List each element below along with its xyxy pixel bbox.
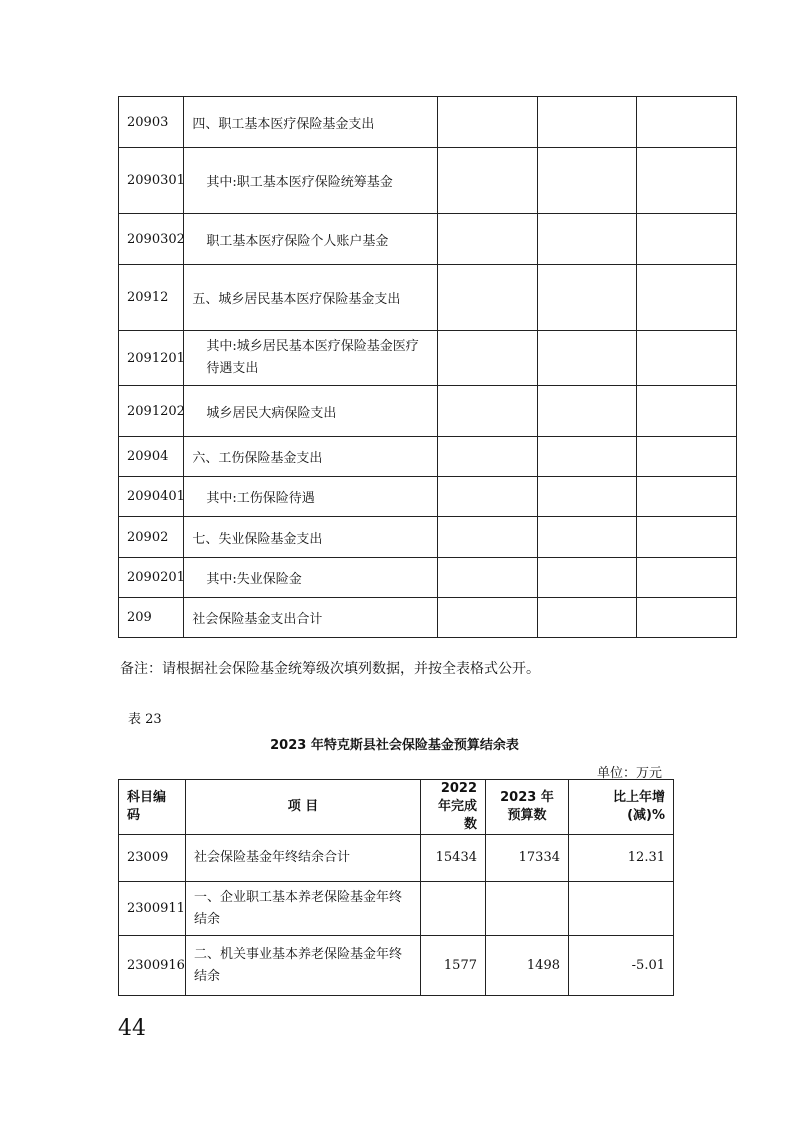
table-title: 2023 年特克斯县社会保险基金预算结余表 <box>270 738 519 753</box>
item-cell: 其中:城乡居民基本医疗保险基金医疗待遇支出 <box>184 331 438 386</box>
item-cell: 其中:工伤保险待遇 <box>184 477 438 517</box>
empty-cell <box>438 331 538 386</box>
empty-cell <box>537 598 637 638</box>
item-cell: 二、机关事业基本养老保险基金年终结余 <box>186 936 421 996</box>
table-row <box>119 214 737 265</box>
value-2022: 15434 <box>421 835 486 882</box>
item-cell: 四、职工基本医疗保险基金支出 <box>184 97 438 148</box>
item-cell: 其中:职工基本医疗保险统筹基金 <box>184 148 438 214</box>
empty-cell <box>637 598 737 638</box>
item-cell: 六、工伤保险基金支出 <box>184 437 438 477</box>
code-cell: 23009 <box>119 835 186 882</box>
item-cell: 一、企业职工基本养老保险基金年终结余 <box>186 882 421 936</box>
empty-cell <box>438 214 538 265</box>
code-cell: 209 <box>119 598 184 638</box>
empty-cell <box>438 598 538 638</box>
empty-cell <box>637 214 737 265</box>
table-row <box>119 265 737 331</box>
item-cell: 社会保险基金支出合计 <box>184 598 438 638</box>
header-2022: 2022 年完成数 <box>421 780 486 835</box>
empty-cell <box>438 97 538 148</box>
code-cell: 2090201 <box>119 558 184 598</box>
item-cell: 五、城乡居民基本医疗保险基金支出 <box>184 265 438 331</box>
code-cell: 2091201 <box>119 331 184 386</box>
item-cell: 其中:失业保险金 <box>184 558 438 598</box>
empty-cell <box>438 477 538 517</box>
empty-cell <box>537 386 637 437</box>
table-row <box>119 437 737 477</box>
table-number-label: 表 23 <box>128 712 162 727</box>
empty-cell <box>637 558 737 598</box>
table-row <box>119 882 674 936</box>
code-cell: 2091202 <box>119 386 184 437</box>
item-cell: 七、失业保险基金支出 <box>184 517 438 558</box>
code-cell: 20902 <box>119 517 184 558</box>
empty-cell <box>438 437 538 477</box>
empty-cell <box>637 265 737 331</box>
empty-cell <box>438 265 538 331</box>
empty-cell <box>637 331 737 386</box>
code-cell: 2090401 <box>119 477 184 517</box>
empty-cell <box>637 517 737 558</box>
empty-cell <box>537 97 637 148</box>
table-row <box>119 835 674 882</box>
value-2022: 1577 <box>421 936 486 996</box>
table-note: 备注：请根据社会保险基金统筹级次填列数据，并按全表格式公开。 <box>120 661 540 677</box>
empty-cell <box>537 265 637 331</box>
value-change <box>569 882 674 936</box>
item-cell: 城乡居民大病保险支出 <box>184 386 438 437</box>
empty-cell <box>637 148 737 214</box>
item-cell: 职工基本医疗保险个人账户基金 <box>184 214 438 265</box>
empty-cell <box>438 558 538 598</box>
table-row <box>119 148 737 214</box>
table-row <box>119 936 674 996</box>
value-2023: 1498 <box>486 936 569 996</box>
empty-cell <box>637 477 737 517</box>
table-row <box>119 97 737 148</box>
value-2023: 17334 <box>486 835 569 882</box>
table-row <box>119 558 737 598</box>
empty-cell <box>637 386 737 437</box>
value-2022 <box>421 882 486 936</box>
empty-cell <box>537 148 637 214</box>
header-row <box>119 780 674 835</box>
header-change: 比上年增(减)% <box>569 780 674 835</box>
table-row <box>119 598 737 638</box>
empty-cell <box>438 386 538 437</box>
empty-cell <box>438 148 538 214</box>
empty-cell <box>537 477 637 517</box>
header-2023: 2023 年预算数 <box>486 780 569 835</box>
empty-cell <box>537 558 637 598</box>
empty-cell <box>537 517 637 558</box>
code-cell: 20903 <box>119 97 184 148</box>
code-cell: 20912 <box>119 265 184 331</box>
value-change: -5.01 <box>569 936 674 996</box>
code-cell: 2090301 <box>119 148 184 214</box>
code-cell: 20904 <box>119 437 184 477</box>
empty-cell <box>537 331 637 386</box>
empty-cell <box>438 517 538 558</box>
table-row <box>119 331 737 386</box>
page-number: 44 <box>118 1016 146 1041</box>
unit-label: 单位：万元 <box>596 766 662 781</box>
header-item: 项 目 <box>186 780 421 835</box>
empty-cell <box>637 437 737 477</box>
value-change: 12.31 <box>569 835 674 882</box>
empty-cell <box>637 97 737 148</box>
item-cell: 社会保险基金年终结余合计 <box>186 835 421 882</box>
balance-table <box>118 779 674 996</box>
code-cell: 2300916 <box>119 936 186 996</box>
empty-cell <box>537 437 637 477</box>
table-row <box>119 477 737 517</box>
value-2023 <box>486 882 569 936</box>
code-cell: 2300911 <box>119 882 186 936</box>
code-cell: 2090302 <box>119 214 184 265</box>
empty-cell <box>537 214 637 265</box>
header-code: 科目编码 <box>119 780 186 835</box>
table-row <box>119 517 737 558</box>
table-row <box>119 386 737 437</box>
expenditure-table <box>118 96 737 638</box>
